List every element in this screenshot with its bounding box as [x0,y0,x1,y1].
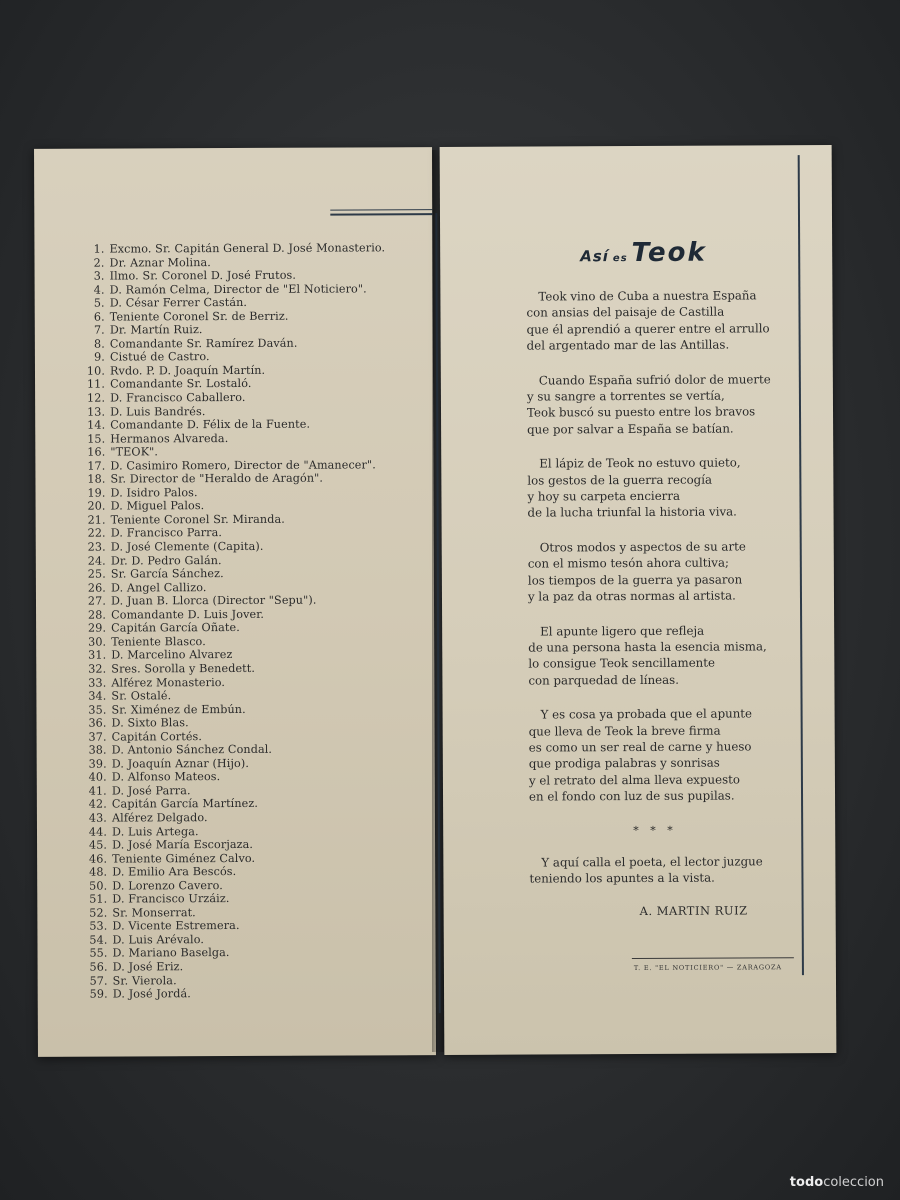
guest-number: 26. [87,581,106,595]
poem-line: con parquedad de líneas. [528,672,680,688]
guest-number: 10. [86,364,106,378]
guest-name: D. Luis Artega. [111,824,199,839]
guest-number: 45. [88,838,108,852]
guest-list-item [85,837,388,852]
poem-line: El lápiz de Teok no estuvo quieto, [539,455,741,471]
guest-number: 17. [87,459,106,473]
guest-number: 27. [87,594,107,608]
guest-list-item [83,458,386,473]
guest-name: Teniente Blasco. [111,634,206,649]
poem-stanza [527,371,771,438]
decorative-rule [330,209,432,210]
guest-name: D. Alfonso Mateos. [111,770,221,784]
guest-number: 25. [87,567,106,581]
guest-number: 37. [88,730,107,744]
guest-list-item [85,878,388,893]
guest-number: 14. [87,418,106,432]
guest-number: 35. [88,703,107,717]
guest-list-item [85,756,388,771]
guest-name: "TEOK". [110,445,159,459]
guest-number: 3. [93,269,105,283]
poem-line: con el mismo tesón ahora cultiva; [527,555,730,571]
guest-name: Alférez Monasterio. [111,675,226,690]
guest-list-item [83,309,386,324]
guest-list-item [83,268,386,283]
guest-list-item [85,729,388,744]
guest-name: D. Isidro Palos. [110,486,198,500]
guest-list-item [83,472,386,487]
poem-stanza [526,287,770,354]
guest-name: Alférez Delgado. [111,811,208,825]
guest-name: Sr. Monserrat. [112,905,196,920]
guest-name: D. José María Escorjaza. [112,837,254,852]
guest-name: D. Juan B. Llorca (Director "Sepu"). [110,593,317,608]
guest-list-item [85,810,388,825]
poem-line: que lleva de Teok la breve firma [528,723,721,739]
poem-line: y la paz da otras normas al artista. [527,588,736,604]
guest-list-item [85,743,388,758]
printer-imprint: T. E. "EL NOTICIERO" — ZARAGOZA [633,963,782,973]
guest-list-item [85,783,388,798]
guest-list-item [83,377,386,392]
poem-line: y su sangre a torrentes se vertía, [526,388,725,404]
guest-list-item [84,539,387,554]
guest-number: 11. [86,378,106,392]
poem-title-word: es [612,253,628,265]
guest-list-item [84,607,387,622]
poem-line: El apunte ligero que refleja [540,623,705,639]
guest-name: D. Lorenzo Cavero. [112,878,223,893]
guest-name: D. Antonio Sánchez Condal. [111,743,273,757]
guest-name: Sr. Vierola. [112,973,177,988]
poem-line: con ansias del paisaje de Castilla [526,304,725,320]
guest-list-item [85,864,388,879]
guest-name: Hermanos Alvareda. [110,431,229,446]
guest-name: Dr. Aznar Molina. [109,255,211,270]
guest-name: Teniente Coronel Sr. Miranda. [110,512,285,527]
guest-number: 12. [86,391,106,405]
guest-list-item [86,986,389,1001]
guest-list-item [84,715,387,730]
guest-number: 18. [87,472,106,486]
guest-number: 42. [88,797,107,812]
imprint-rule [632,957,794,959]
guest-number: 9. [94,350,105,364]
guest-list-item [85,851,388,866]
guest-number: 40. [88,770,107,784]
guest-list-item [84,512,387,527]
guest-number: 19. [87,486,106,500]
guest-number: 6. [93,310,105,324]
right-page [440,145,837,1055]
guest-name: D. Vicente Estremera. [112,919,240,933]
guest-number: 5. [93,296,105,310]
guest-name: D. Joaquín Aznar (Hijo). [111,756,249,771]
guest-name: D. Marcelino Alvarez [111,648,233,662]
guest-list-item [84,675,387,690]
poem-line: Otros modos y aspectos de su arte [539,539,746,555]
guest-name: Capitán García Oñate. [111,621,240,635]
guest-list-item [84,499,387,514]
poem-line: de una persona hasta la esencia misma, [528,639,767,655]
poem-title [580,238,707,269]
guest-list-item [84,688,387,703]
guest-name: Capitán Cortés. [111,729,203,744]
poem-line: que él aprendió a querer entre el arrullo [526,321,770,337]
guest-list-item [84,634,387,649]
guest-number: 29. [87,621,107,635]
guest-name: D. Casimiro Romero, Director de "Amanecer". [110,458,376,473]
guest-name: D. José Jordá. [112,987,191,1001]
guest-list-item [82,241,385,256]
guest-name: Sr. Director de "Heraldo de Aragón". [110,471,324,486]
guest-name: D. Francisco Caballero. [110,390,246,405]
guest-name: D. César Ferrer Castán. [109,296,248,310]
guest-name: D. Emilio Ara Bescós. [112,865,237,879]
poem-line: en el fondo con luz de sus pupilas. [528,788,735,804]
guest-list-item [84,566,387,581]
guest-number: 57. [89,974,108,988]
guest-number: 55. [89,946,108,961]
guest-list-item [83,404,386,419]
watermark-logo [790,1175,884,1190]
guest-name: Comandante D. Luis Jover. [111,607,265,622]
guest-number: 52. [89,906,108,920]
guest-number: 39. [88,757,107,771]
guest-number: 38. [88,743,107,757]
guest-name: Sr. Ostalé. [111,689,172,703]
guest-name: D. Mariano Baselga. [112,946,230,960]
guest-list-item [83,323,386,338]
guest-list-item [84,621,387,636]
guest-list-item [83,485,386,500]
guest-list-item [83,336,386,351]
guest-number: 15. [87,432,106,446]
poem-line: es como un ser real de carne y hueso [528,739,752,755]
guest-list-item [83,431,386,446]
guest-name: Comandante D. Félix de la Fuente. [110,417,311,432]
guest-number: 46. [88,852,108,866]
poem-line: los gestos de la guerra recogía [527,472,713,488]
separator-asterisks: * * * [633,823,677,838]
guest-name: Sres. Sorolla y Benedett. [111,661,256,676]
guest-name: Sr. Ximénez de Embún. [111,702,246,717]
decorative-rule [330,213,432,215]
guest-name: Cistué de Castro. [109,350,210,364]
guest-number: 8. [93,337,105,351]
closing-line: Y aquí calla el poeta, el lector juzgue [541,854,763,870]
guest-name: Excmo. Sr. Capitán General D. José Monasterio. [109,241,386,256]
guest-number: 20. [87,499,106,514]
guest-list-item [84,648,387,663]
poem-stanza [527,455,771,522]
poem-stanza [528,622,772,689]
guest-number: 4. [93,283,105,297]
guest-number: 30. [88,635,107,649]
guest-name: Ilmo. Sr. Coronel D. José Frutos. [109,268,297,283]
guest-name: Dr. D. Pedro Galán. [110,553,222,568]
guest-name: D. José Eriz. [112,960,184,974]
guest-name: D. Angel Callizo. [110,580,207,595]
guest-list-item [83,417,386,432]
guest-number: 51. [89,892,108,906]
guest-list-item [84,702,387,717]
guest-list-item [83,296,386,311]
guest-number: 16. [87,445,106,459]
guest-name: D. Ramón Celma, Director de "El Noticiero". [109,282,367,297]
closing-line: teniendo los apuntes a la vista. [529,871,715,886]
guest-list-item [83,390,386,405]
poem-line: y hoy su carpeta encierra [527,488,681,504]
guest-list-item [85,932,388,947]
guest-list-item [83,350,386,365]
guest-number: 33. [88,676,107,690]
guest-list-item [86,946,389,961]
guest-name: Sr. García Sánchez. [110,567,224,581]
poem-line: Y es cosa ya probada que el apunte [540,706,753,722]
guest-list-item [85,824,388,839]
closing-lines [529,853,762,887]
poem-line: y el retrato del alma lleva expuesto [528,772,740,788]
guest-number: 28. [87,608,107,622]
guest-list-item [84,580,387,595]
guest-number: 43. [88,811,107,825]
guest-name: Comandante Sr. Ramírez Daván. [109,336,298,351]
guest-list-item [83,445,386,460]
decorative-rule [798,155,804,975]
guest-number: 44. [88,825,108,839]
poem-line: los tiempos de la guerra ya pasaron [527,572,743,588]
poem-line: del argentado mar de las Antillas. [526,337,730,353]
poem-title-word: Así [580,247,609,266]
left-page [34,147,436,1057]
guest-number: 1. [93,242,105,256]
guest-number: 34. [88,689,107,703]
guest-number: 2. [93,256,105,270]
guest-number: 31. [88,648,107,663]
author-signature: A. MARTIN RUIZ [639,903,748,918]
guest-number: 41. [88,784,107,798]
guest-name: D. Francisco Urzáiz. [112,892,230,906]
guest-number: 24. [87,554,106,568]
guest-number: 32. [88,662,107,676]
guest-number: 21. [87,513,106,527]
guest-number: 13. [87,405,106,419]
guest-list-item [85,905,388,920]
guest-list-item [85,892,388,907]
guest-name: D. Luis Arévalo. [112,933,205,947]
poem-line: que prodiga palabras y sonrisas [528,755,720,771]
guest-list-item [83,363,386,378]
guest-list-item [82,255,385,270]
poem-line: Teok buscó su puesto entre los bravos [526,404,756,421]
guest-name: D. José Parra. [111,784,191,798]
poem-stanza [528,538,772,605]
poem-stanza [529,705,773,805]
guest-list-item [84,594,387,609]
guest-number: 54. [89,933,108,947]
guest-name: Comandante Sr. Lostaló. [110,377,252,392]
guest-name: D. Francisco Parra. [110,526,223,541]
guest-list-item [83,282,386,297]
guest-number: 53. [89,919,108,933]
poem-line: lo consigue Teok sencillamente [528,655,716,671]
poem-line: de la lucha triunfal la historia viva. [527,504,737,521]
guest-list-item [84,661,387,676]
watermark-suffix: coleccion [823,1175,884,1190]
poem-line: que por salvar a España se batían. [527,421,734,437]
guest-list-item [84,526,387,541]
guest-list-item [86,959,389,974]
guest-number: 23. [87,540,106,554]
guest-number: 36. [88,716,107,730]
guest-name: D. Luis Bandrés. [110,404,206,419]
guest-name: D. Miguel Palos. [110,499,205,513]
guest-name: Teniente Coronel Sr. de Berriz. [109,309,289,324]
guest-name: D. Sixto Blas. [111,716,189,730]
guest-number: 50. [89,879,108,893]
guest-name: Rvdo. P. D. Joaquín Martín. [109,363,266,378]
guest-list-item [86,973,389,988]
guest-name: Teniente Giménez Calvo. [112,851,256,866]
guest-name: Capitán García Martínez. [111,797,259,811]
poem-line: Cuando España sufrió dolor de muerte [538,371,771,388]
guest-name: D. José Clemente (Capita). [110,539,264,554]
guest-number: 48. [89,865,108,879]
guest-list-item [85,770,388,785]
poem-line: Teok vino de Cuba a nuestra España [538,288,757,304]
poem-body [526,287,773,823]
guest-list-item [85,797,388,812]
guest-number: 22. [87,527,106,541]
guest-list-item [84,553,387,568]
poem-title-word: Teok [631,237,707,269]
guest-number: 59. [89,987,108,1001]
guest-number: 56. [89,960,108,974]
guest-name: Dr. Martín Ruiz. [109,323,203,337]
guest-list [82,241,388,1001]
guest-number: 7. [93,323,105,337]
watermark-brand: todo [789,1175,824,1190]
guest-list-item [85,919,388,934]
